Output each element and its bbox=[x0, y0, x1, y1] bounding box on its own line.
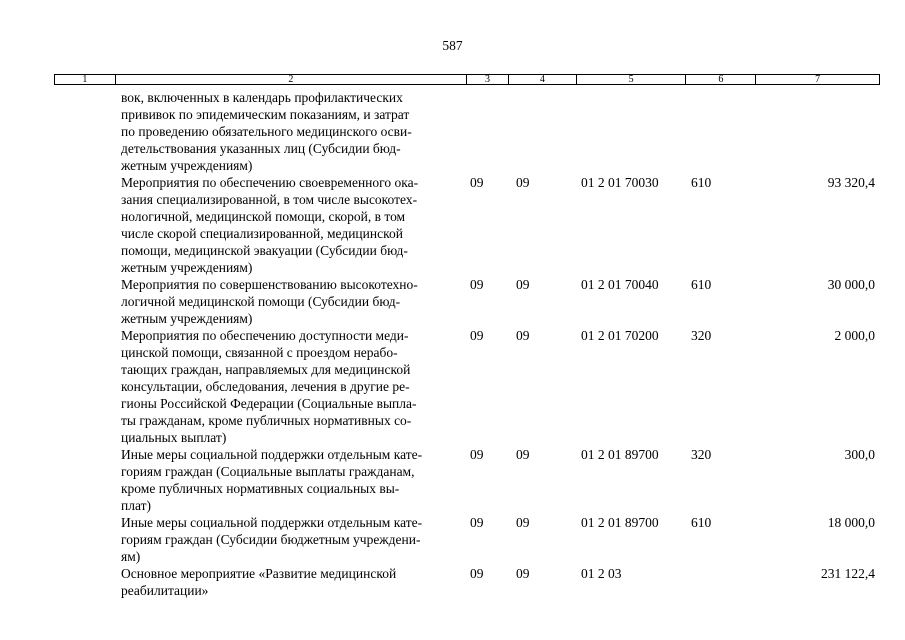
description-line: ты гражданам, кроме публичных нормативных со- bbox=[121, 413, 412, 428]
row-description bbox=[121, 446, 463, 514]
description-line: Мероприятия по совершенствованию высокотехно- bbox=[121, 277, 418, 292]
subsection-code: 09 bbox=[516, 277, 530, 292]
subsection-code: 09 bbox=[516, 566, 530, 581]
expense-type-code: 320 bbox=[691, 447, 712, 462]
description-line: жетным учреждениям) bbox=[121, 158, 253, 173]
description-line: ям) bbox=[121, 549, 141, 564]
amount-value: 231 122,4 bbox=[821, 566, 875, 581]
description-line: гориям граждан (Субсидии бюджетным учреждени- bbox=[121, 532, 421, 547]
header-col-4: 4 bbox=[509, 75, 577, 84]
table-row bbox=[0, 174, 905, 276]
description-line: Мероприятия по обеспечению доступности меди- bbox=[121, 328, 409, 343]
expense-type-code: 610 bbox=[691, 175, 712, 190]
header-col-6: 6 bbox=[686, 75, 756, 84]
description-line: консультации, обследования, лечения в другие ре- bbox=[121, 379, 410, 394]
amount-value: 2 000,0 bbox=[834, 328, 875, 343]
description-line: прививок по эпидемическим показаниям, и затрат bbox=[121, 107, 410, 122]
subsection-code: 09 bbox=[516, 447, 530, 462]
description-line: по проведению обязательного медицинского осви- bbox=[121, 124, 412, 139]
subsection-code: 09 bbox=[516, 515, 530, 530]
amount-value: 18 000,0 bbox=[827, 515, 875, 530]
description-line: зания специализированной, в том числе высокотех- bbox=[121, 192, 418, 207]
description-line: плат) bbox=[121, 498, 151, 513]
target-article-code: 01 2 01 70040 bbox=[581, 277, 659, 292]
description-line: вок, включенных в календарь профилактических bbox=[121, 90, 403, 105]
row-description bbox=[121, 514, 463, 565]
row-description bbox=[121, 327, 463, 446]
subsection-code: 09 bbox=[516, 328, 530, 343]
section-code: 09 bbox=[470, 515, 484, 530]
expense-type-code: 320 bbox=[691, 328, 712, 343]
subsection-code: 09 bbox=[516, 175, 530, 190]
section-code: 09 bbox=[470, 566, 484, 581]
description-line: Основное мероприятие «Развитие медицинской bbox=[121, 566, 397, 581]
amount-value: 93 320,4 bbox=[827, 175, 875, 190]
amount-value: 30 000,0 bbox=[827, 277, 875, 292]
description-line: нологичной, медицинской помощи, скорой, в том bbox=[121, 209, 406, 224]
description-line: гионы Российской Федерации (Социальные выпла- bbox=[121, 396, 417, 411]
description-line: цинской помощи, связанной с проездом нерабо- bbox=[121, 345, 398, 360]
section-code: 09 bbox=[470, 175, 484, 190]
table-row bbox=[0, 89, 905, 174]
header-col-7: 7 bbox=[815, 74, 821, 85]
description-line: жетным учреждениям) bbox=[121, 260, 253, 275]
header-col-3: 3 bbox=[467, 75, 509, 84]
header-col-5: 5 bbox=[577, 75, 687, 84]
description-line: числе скорой специализированной, медицинской bbox=[121, 226, 403, 241]
description-line: логичной медицинской помощи (Субсидии бюд- bbox=[121, 294, 401, 309]
header-col-1: 1 bbox=[55, 75, 116, 84]
description-line: жетным учреждениям) bbox=[121, 311, 253, 326]
target-article-code: 01 2 01 70030 bbox=[581, 175, 659, 190]
table-row bbox=[0, 327, 905, 446]
target-article-code: 01 2 01 70200 bbox=[581, 328, 659, 343]
target-article-code: 01 2 01 89700 bbox=[581, 447, 659, 462]
page-number: 587 bbox=[442, 38, 463, 53]
description-line: гориям граждан (Социальные выплаты гражданам, bbox=[121, 464, 415, 479]
table-row bbox=[0, 514, 905, 565]
section-code: 09 bbox=[470, 328, 484, 343]
amount-value: 300,0 bbox=[844, 447, 875, 462]
description-line: реабилитации» bbox=[121, 583, 209, 598]
row-description bbox=[121, 276, 463, 327]
table-row bbox=[0, 276, 905, 327]
description-line: кроме публичных нормативных социальных вы- bbox=[121, 481, 400, 496]
table-row bbox=[0, 446, 905, 514]
target-article-code: 01 2 03 bbox=[581, 566, 622, 581]
table-header-row bbox=[54, 74, 880, 85]
description-line: детельствования указанных лиц (Субсидии бюд- bbox=[121, 141, 401, 156]
description-line: Иные меры социальной поддержки отдельным кате- bbox=[121, 515, 423, 530]
header-col-2: 2 bbox=[116, 75, 467, 84]
table-body bbox=[0, 89, 905, 599]
description-line: помощи, медицинской эвакуации (Субсидии бюд- bbox=[121, 243, 408, 258]
row-description bbox=[121, 565, 463, 599]
row-description bbox=[121, 89, 463, 174]
description-line: тающих граждан, направляемых для медицинской bbox=[121, 362, 411, 377]
section-code: 09 bbox=[470, 447, 484, 462]
section-code: 09 bbox=[470, 277, 484, 292]
expense-type-code: 610 bbox=[691, 515, 712, 530]
description-line: Мероприятия по обеспечению своевременного ока- bbox=[121, 175, 419, 190]
row-description bbox=[121, 174, 463, 276]
description-line: Иные меры социальной поддержки отдельным кате- bbox=[121, 447, 423, 462]
description-line: циальных выплат) bbox=[121, 430, 227, 445]
expense-type-code: 610 bbox=[691, 277, 712, 292]
target-article-code: 01 2 01 89700 bbox=[581, 515, 659, 530]
table-row bbox=[0, 565, 905, 599]
